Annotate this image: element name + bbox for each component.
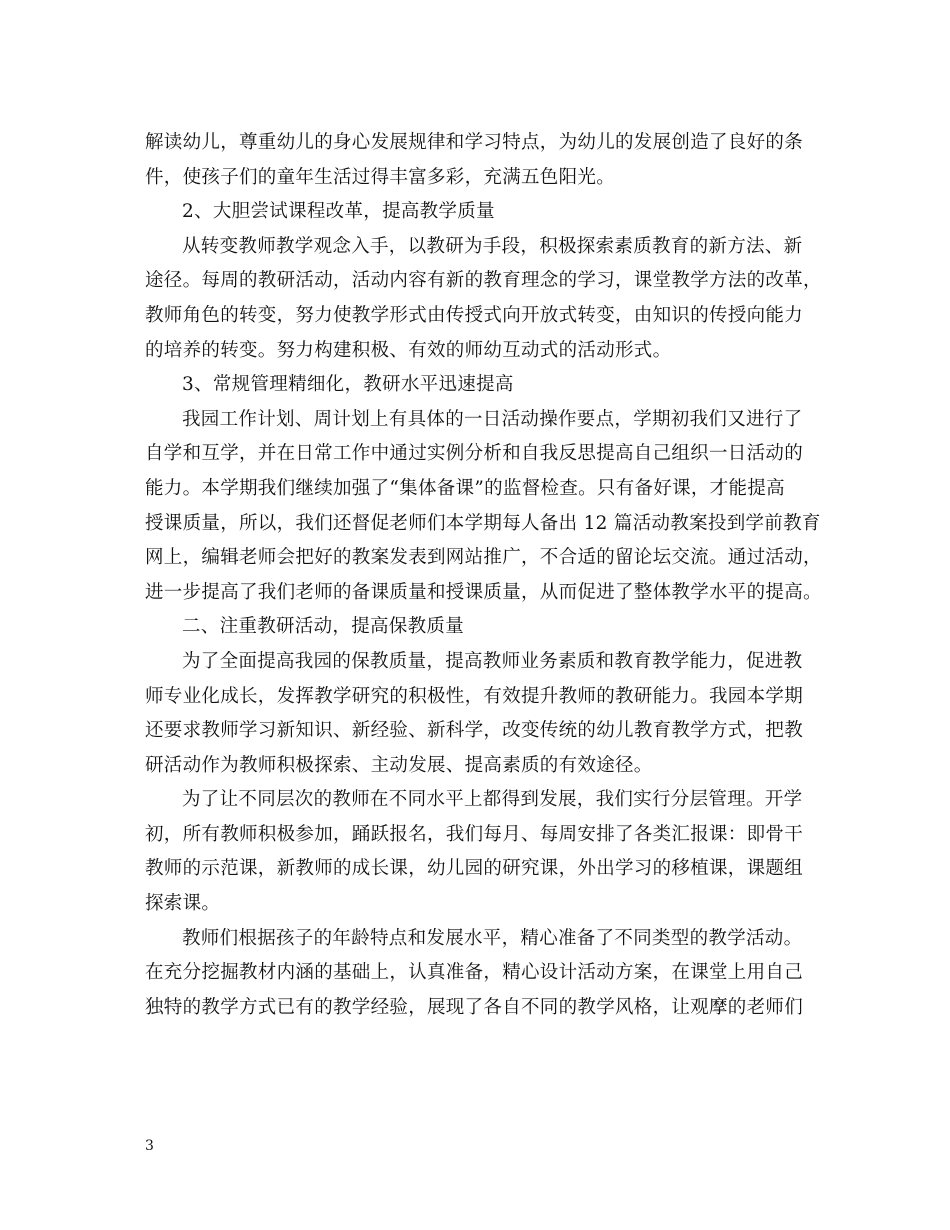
- text-line: 2、大胆尝试课程改革，提高教学质量: [182, 201, 495, 223]
- text-line: 自学和互学，并在日常工作中通过实例分析和自我反思提高自己组织一日活动的: [145, 443, 804, 465]
- text-line: 在充分挖掘教材内涵的基础上，认真准备，精心设计活动方案，在课堂上用自己: [145, 962, 804, 984]
- text-line: 解读幼儿，尊重幼儿的身心发展规律和学习特点，为幼儿的发展创造了良好的条: [145, 132, 804, 153]
- text-line: 还要求教师学习新知识、新经验、新科学，改变传统的幼儿教育教学方式，把教: [145, 720, 804, 742]
- text-line: 能力。本学期我们继续加强了“集体备课”的监督检查。只有备好课，才能提高: [145, 477, 785, 499]
- text-line: 件，使孩子们的童年生活过得丰富多彩，充满五色阳光。: [145, 166, 616, 188]
- text-line: 教师们根据孩子的年龄特点和发展水平，精心准备了不同类型的教学活动。: [182, 927, 803, 949]
- text-line: 途径。每周的教研活动，活动内容有新的教育理念的学习，课堂教学方法的改革，: [145, 270, 822, 292]
- text-line: 3、常规管理精细化，教研水平迅速提高: [182, 374, 514, 396]
- text-line: 教师角色的转变，努力使教学形式由传授式向开放式转变，由知识的传授向能力: [145, 304, 804, 326]
- text-line: 初，所有教师积极参加，踊跃报名，我们每月、每周安排了各类汇报课：即骨干: [145, 823, 804, 845]
- page-number: 3: [145, 1138, 154, 1154]
- text-line: 师专业化成长，发挥教学研究的积极性，有效提升教师的教研能力。我园本学期: [145, 685, 804, 707]
- text-line: 进一步提高了我们老师的备课质量和授课质量，从而促进了整体教学水平的提高。: [145, 581, 822, 603]
- document-body: [145, 126, 822, 1025]
- text-line: 探索课。: [145, 893, 221, 915]
- text-line: 授课质量，所以，我们还督促老师们本学期每人备出 12 篇活动教案投到学前教育: [145, 512, 821, 534]
- text-line: 二、注重教研活动，提高保教质量: [182, 616, 465, 638]
- text-line: 独特的教学方式已有的教学经验，展现了各自不同的教学风格，让观摩的老师们: [145, 996, 804, 1018]
- text-line: 研活动作为教师积极探索、主动发展、提高素质的有效途径。: [145, 754, 653, 776]
- text-line: 为了让不同层次的教师在不同水平上都得到发展，我们实行分层管理。开学: [182, 789, 803, 811]
- text-line: 我园工作计划、周计划上有具体的一日活动操作要点，学期初我们又进行了: [182, 408, 803, 430]
- text-line: 为了全面提高我园的保教质量，提高教师业务素质和教育教学能力，促进教: [182, 650, 803, 672]
- text-line: 教师的示范课，新教师的成长课，幼儿园的研究课，外出学习的移植课，课题组: [145, 858, 804, 880]
- text-line: 从转变教师教学观念入手，以教研为手段，积极探索素质教育的新方法、新: [182, 235, 803, 257]
- text-line: 网上，编辑老师会把好的教案发表到网站推广，不合适的留论坛交流。通过活动，: [145, 547, 822, 569]
- text-line: 的培养的转变。努力构建积极、有效的师幼互动式的活动形式。: [145, 339, 672, 361]
